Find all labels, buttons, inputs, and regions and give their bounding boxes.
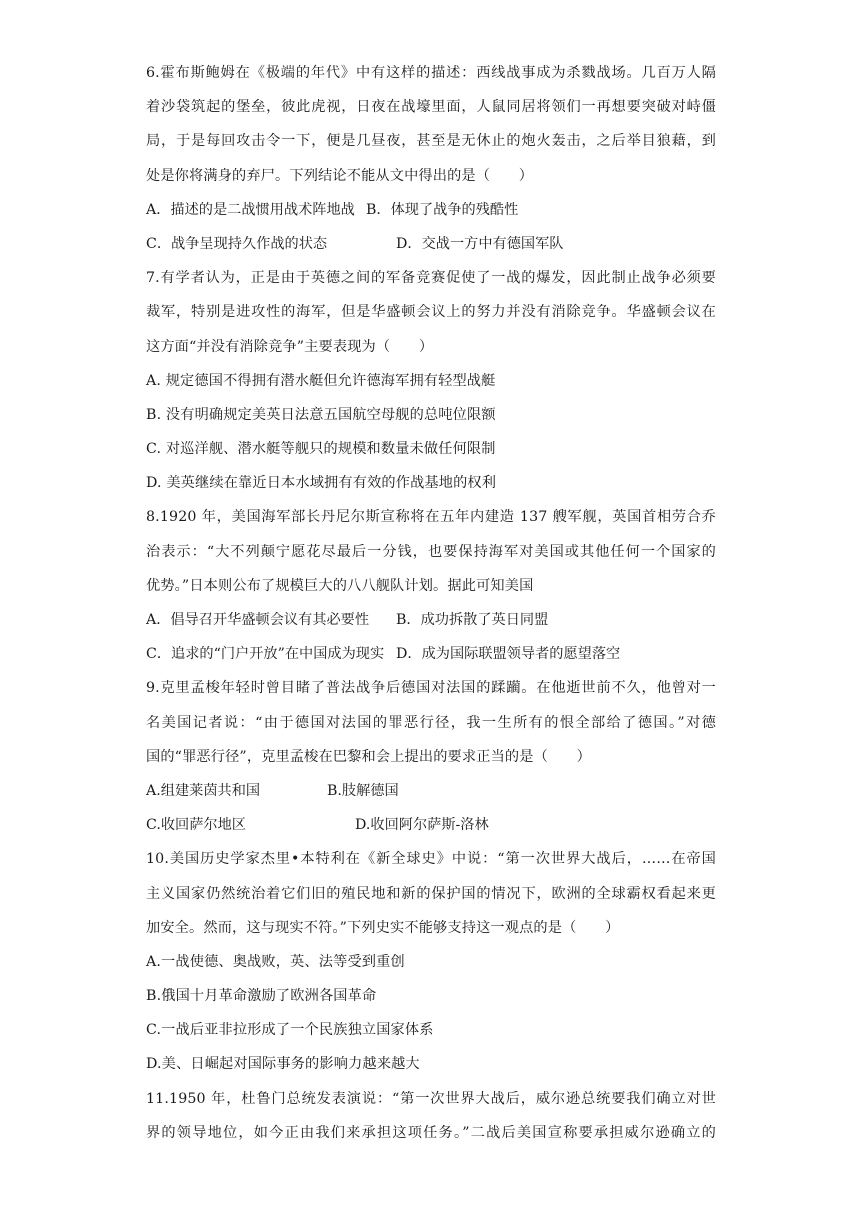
question-6-stem-line-3: 局，于是每回攻击令一下，便是几昼夜，甚至是无休止的炮火轰击，之后举目狼藉，到 — [146, 133, 716, 150]
question-6-stem-line-1: 6.霍布斯鲍姆在《极端的年代》中有这样的描述：西线战事成为杀戮战场。几百万人隔 — [146, 65, 716, 81]
question-6-options-row-1 — [146, 193, 716, 227]
question-9-stem-line-1: 9.克里孟梭年轻时曾目睹了普法战争后德国对法国的蹂躏。在他逝世前不久，他曾对一 — [146, 680, 716, 697]
question-6-stem-line-2: 着沙袋筑起的堡垒，彼此虎视，日夜在战壕里面，人鼠同居将领们一再想要突破对峙僵 — [146, 99, 716, 116]
question-7-stem-line-2: 裁军，特别是进攻性的海军，但是华盛顿会议上的努力并没有消除竞争。华盛顿会议在 — [146, 304, 716, 321]
question-9 — [146, 671, 716, 842]
question-10-option-d: D.美、日崛起对国际事务的影响力越来越大 — [146, 1056, 420, 1073]
question-9-stem-line-2: 名美国记者说：“由于德国对法国的罪恶行径，我一生所有的恨全部给了德国。”对德 — [146, 714, 716, 731]
question-8-stem-line-2: 治表示：“大不列颠宁愿花尽最后一分钱，也要保持海军对美国或其他任何一个国家的 — [146, 543, 716, 560]
question-11 — [146, 1082, 716, 1150]
question-9-option-b: B.肢解德国 — [327, 782, 399, 799]
question-10-stem-line-3: 加安全。然而，这与现实不符。”下列史实不能够支持这一观点的是（ ） — [146, 919, 620, 936]
question-9-options-row-1 — [146, 774, 716, 808]
question-11-stem-line-2: 界的领导地位，如今正由我们来承担这项任务。”二战后美国宣称要承担威尔逊确立的 — [146, 1124, 716, 1141]
question-9-option-c: C.收回萨尔地区 — [146, 817, 246, 834]
question-6 — [146, 56, 716, 261]
question-8-option-b: B．成功拆散了英日同盟 — [396, 612, 549, 628]
question-6-stem-line-4: 处是你将满身的弃尸。下列结论不能从文中得出的是（ ） — [146, 167, 534, 184]
question-6-option-a: A．描述的是二战惯用战术阵地战 — [146, 201, 355, 218]
question-7-option-c: C. 对巡洋舰、潜水艇等舰只的规模和数量未做任何限制 — [146, 441, 496, 458]
question-9-stem-line-3: 国的“罪恶行径”，克里孟梭在巴黎和会上提出的要求正当的是（ ） — [146, 748, 591, 765]
question-10-option-c: C.一战后亚非拉形成了一个民族独立国家体系 — [146, 1022, 434, 1039]
question-8-stem-line-1: 8.1920 年，美国海军部长丹尼尔斯宣称将在五年内建造 137 艘军舰，英国首相劳合乔 — [146, 509, 716, 526]
question-7-stem-line-3: 这方面“并没有消除竞争”主要表现为（ ） — [146, 338, 434, 355]
question-8-options-row-1 — [146, 603, 716, 637]
question-10 — [146, 842, 716, 1081]
question-7 — [146, 261, 716, 500]
question-9-options-row-2 — [146, 808, 716, 842]
document-content — [146, 56, 716, 1150]
question-8-option-c: C．追求的“门户开放”在中国成为现实 — [146, 646, 385, 663]
question-10-option-a: A.一战使德、奥战败，英、法等受到重创 — [146, 953, 405, 970]
question-6-options-row-2 — [146, 227, 716, 261]
question-8-options-row-2 — [146, 637, 716, 671]
question-8-stem-line-3: 优势。”日本则公布了规模巨大的八八舰队计划。据此可知美国 — [146, 577, 534, 594]
question-8 — [146, 500, 716, 671]
question-10-option-b: B.俄国十月革命激励了欧洲各国革命 — [146, 988, 377, 1005]
question-7-option-a: A. 规定德国不得拥有潜水艇但允许德海军拥有轻型战艇 — [146, 372, 496, 389]
question-6-option-d: D．交战一方中有德国军队 — [396, 235, 564, 252]
question-8-option-d: D．成为国际联盟领导者的愿望落空 — [396, 646, 621, 663]
question-9-option-a: A.组建莱茵共和国 — [146, 782, 261, 799]
question-6-option-b: B．体现了战争的残酷性 — [366, 201, 519, 218]
question-10-stem-line-1: 10.美国历史学家杰里•本特利在《新全球史》中说：“第一次世界大战后，……在帝国 — [146, 851, 716, 868]
question-8-option-a: A．倡导召开华盛顿会议有其必要性 — [146, 612, 370, 628]
question-7-stem-line-1: 7.有学者认为，正是由于英德之间的军备竞赛促使了一战的爆发，因此制止战争必须要 — [146, 270, 716, 287]
question-10-stem-line-2: 主义国家仍然统治着它们旧的殖民地和新的保护国的情况下，欧洲的全球霸权看起来更 — [146, 885, 716, 902]
question-9-option-d: D.收回阿尔萨斯-洛林 — [355, 817, 489, 834]
question-6-option-c: C．战争呈现持久作战的状态 — [146, 235, 328, 252]
question-7-option-d: D. 美英继续在靠近日本水域拥有有效的作战基地的权利 — [146, 475, 497, 492]
question-7-option-b: B. 没有明确规定美英日法意五国航空母舰的总吨位限额 — [146, 406, 496, 423]
question-11-stem-line-1: 11.1950 年，杜鲁门总统发表演说：“第一次世界大战后，威尔逊总统要我们确立对世 — [146, 1090, 716, 1107]
